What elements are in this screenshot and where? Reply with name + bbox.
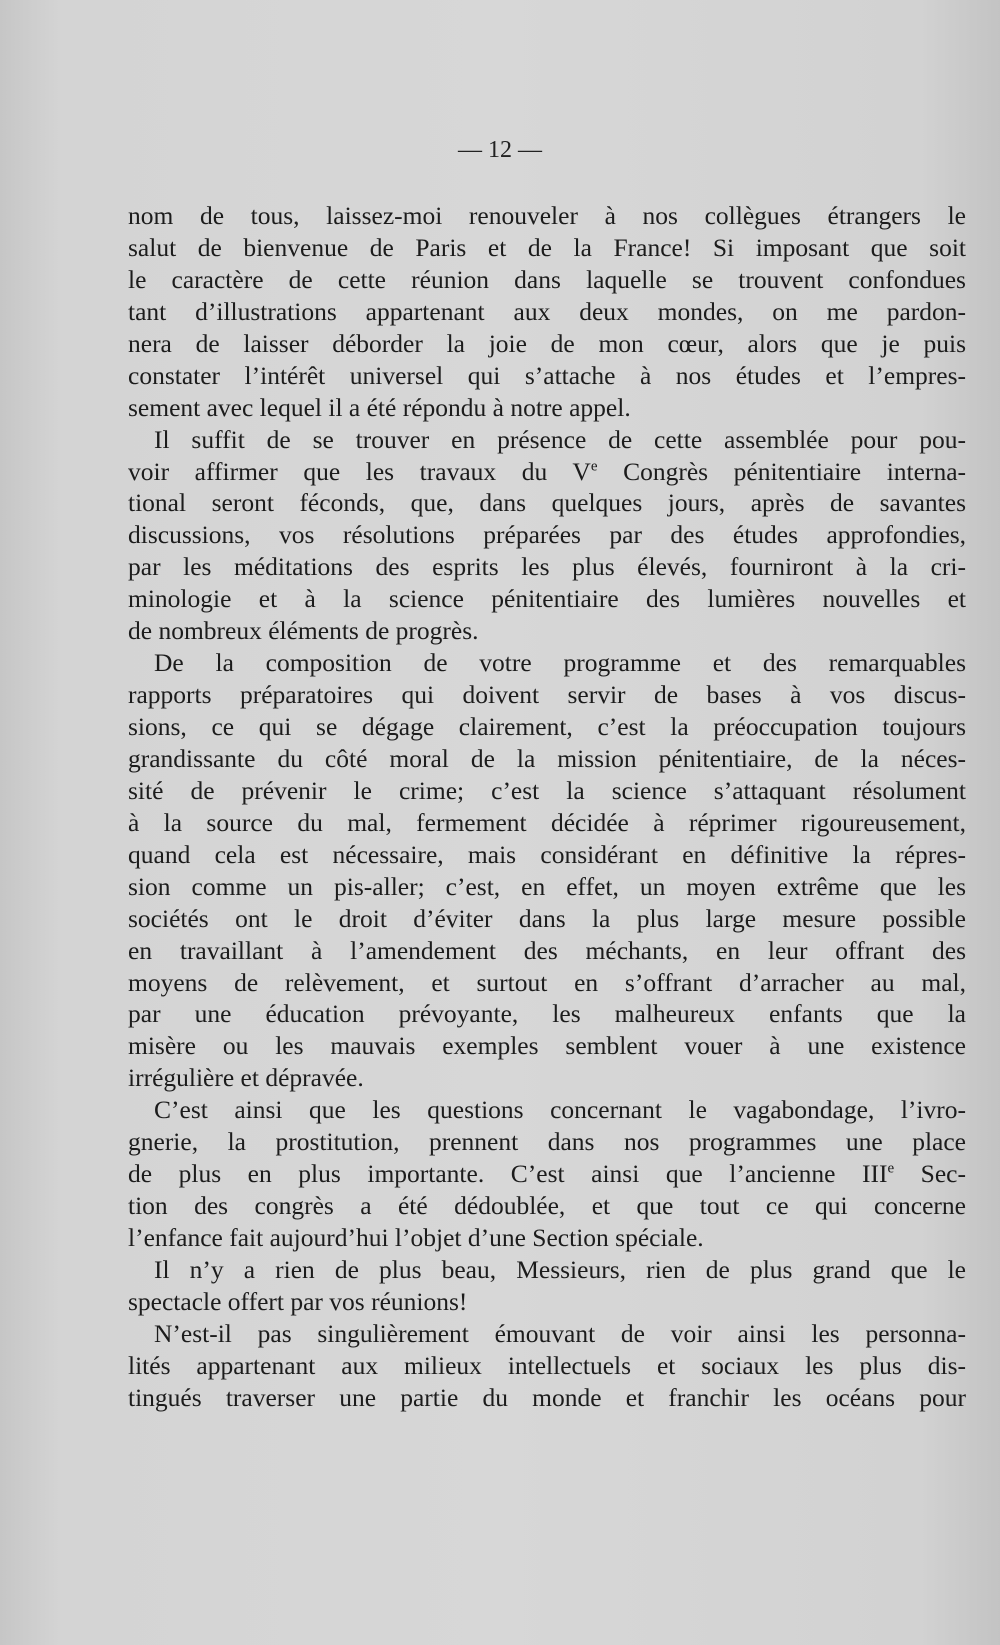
paragraph <box>128 647 966 1094</box>
text-line: Il suffit de se trouver en présence de cette assemblée pour pou- <box>154 424 966 454</box>
text-line: le caractère de cette réunion dans laquelle se trouvent confondues <box>128 264 966 294</box>
text-segment: Sec- <box>894 1159 966 1189</box>
text-line <box>128 1158 966 1190</box>
text-segment: Congrès pénitentiaire interna- <box>597 456 966 486</box>
text-line: salut de bienvenue de Paris et de la France! Si imposant que soit <box>128 232 966 262</box>
text-line: N’est-il pas singulièrement émouvant de voir ainsi les personna- <box>154 1318 966 1348</box>
text-line: misère ou les mauvais exemples semblent vouer à une existence <box>128 1031 966 1061</box>
text-line: irrégulière et dépravée. <box>128 1063 364 1093</box>
paragraph <box>128 200 966 424</box>
text-line: à la source du mal, fermement décidée à réprimer rigoureusement, <box>128 807 966 837</box>
text-line: De la composition de votre programme et des remarquables <box>154 648 966 678</box>
text-line: l’enfance fait aujourd’hui l’objet d’une Section spéciale. <box>128 1223 704 1252</box>
text-line: tingués traverser une partie du monde et franchir les océans pour <box>128 1382 966 1412</box>
text-line: sement avec lequel il a été répondu à notre appel. <box>128 392 631 422</box>
text-line: gnerie, la prostitution, prennent dans nos programmes une place <box>128 1127 966 1157</box>
superscript: e <box>590 458 598 474</box>
text-line: sion comme un pis-aller; c’est, en effet, un moyen extrême que les <box>128 871 966 901</box>
superscript: e <box>887 1160 895 1177</box>
text-line: sité de prévenir le crime; c’est la science s’attaquant résolument <box>128 775 966 805</box>
text-segment: de plus en plus importante. C’est ainsi que l’ancienne III <box>128 1159 888 1189</box>
paragraph <box>128 1094 966 1254</box>
text-line: tant d’illustrations appartenant aux deux mondes, on me pardon- <box>128 296 966 326</box>
text-line: tional seront féconds, que, dans quelques jours, après de savantes <box>128 488 966 518</box>
paragraph <box>128 1318 966 1414</box>
text-line: constater l’intérêt universel qui s’attache à nos études et l’empres- <box>128 360 966 390</box>
text-line <box>128 456 966 488</box>
text-line: quand cela est nécessaire, mais considérant en définitive la répres- <box>128 839 966 869</box>
text-line: C’est ainsi que les questions concernant le vagabondage, l’ivro- <box>154 1095 966 1125</box>
text-line: moyens de relèvement, et surtout en s’offrant d’arracher au mal, <box>128 967 966 997</box>
text-line: grandissante du côté moral de la mission pénitentiaire, de la néces- <box>128 743 966 773</box>
text-line: rapports préparatoires qui doivent servir de bases à vos discus- <box>128 680 966 710</box>
text-line: sociétés ont le droit d’éviter dans la plus large mesure possible <box>128 903 966 933</box>
text-line: minologie et à la science pénitentiaire des lumières nouvelles et <box>128 584 966 614</box>
text-line: discussions, vos résolutions préparées par des études approfondies, <box>128 520 966 550</box>
body-text <box>128 200 966 1414</box>
text-line: spectacle offert par vos réunions! <box>128 1286 468 1316</box>
text-line: tion des congrès a été dédoublée, et que tout ce qui concerne <box>128 1191 966 1221</box>
text-line: Il n’y a rien de plus beau, Messieurs, rien de plus grand que le <box>154 1254 966 1284</box>
text-line: sions, ce qui se dégage clairement, c’est la préoccupation toujours <box>128 712 966 741</box>
text-line: nom de tous, laissez-moi renouveler à nos collègues étrangers le <box>128 201 966 230</box>
text-line: lités appartenant aux milieux intellectuels et sociaux les plus dis- <box>128 1350 966 1380</box>
text-line: de nombreux éléments de progrès. <box>128 616 479 646</box>
text-line: par les méditations des esprits les plus élevés, fourniront à la cri- <box>128 552 966 582</box>
paragraph <box>128 424 966 648</box>
paragraph <box>128 1254 966 1318</box>
text-segment: voir affirmer que les travaux du V <box>128 456 591 486</box>
text-line: en travaillant à l’amendement des méchants, en leur offrant des <box>128 935 966 965</box>
page-number: — 12 — <box>458 137 542 163</box>
text-line: nera de laisser déborder la joie de mon cœur, alors que je puis <box>128 328 966 358</box>
text-line: par une éducation prévoyante, les malheureux enfants que la <box>128 999 966 1029</box>
